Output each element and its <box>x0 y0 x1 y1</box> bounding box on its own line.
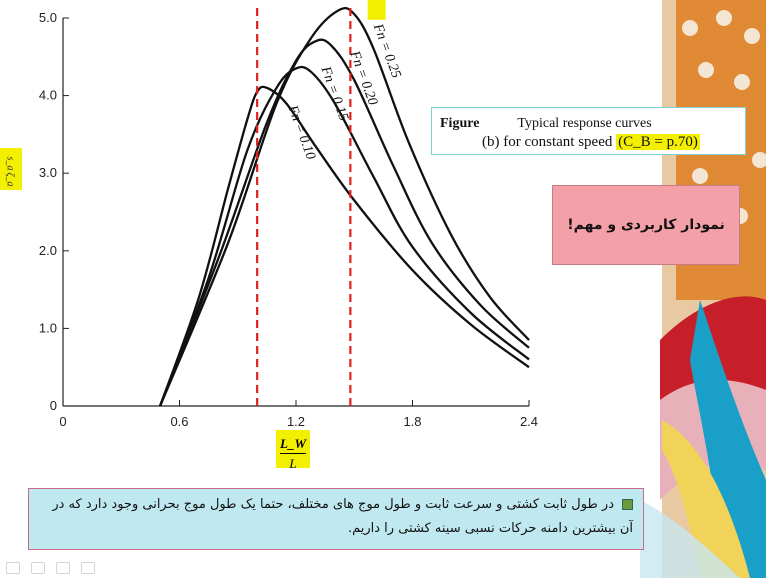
response-curve-fn-4 <box>160 8 529 406</box>
x-tick-label: 0 <box>59 414 67 429</box>
x-tick-label: 2.4 <box>519 414 539 429</box>
explanation-text: در طول ثابت کشتی و سرعت ثابت و طول موج های مختلف، حتما یک طول موج بحرانی وجود دارد که در آن بیشترین دامنه حرکات نسبی سینه کشتی را داریم. <box>52 497 633 536</box>
y-tick-label: 3.0 <box>38 165 57 181</box>
y-tick-label: 1.0 <box>38 320 57 336</box>
important-note-text: نمودار کاربردی و مهم! <box>567 217 725 233</box>
y-axis-label-numerator: s_a <box>4 156 16 171</box>
prev-icon[interactable] <box>6 562 20 574</box>
slide-toolbar <box>0 556 110 578</box>
next-icon[interactable] <box>81 562 95 574</box>
figure-title: Typical response curves <box>517 116 652 131</box>
explanation-caption <box>28 488 644 550</box>
figure-caption-box <box>431 107 746 155</box>
y-axis-label-denominator: ζ_a <box>4 172 16 187</box>
menu-icon[interactable] <box>56 562 70 574</box>
x-tick-label: 1.8 <box>403 414 422 429</box>
y-tick-label: 0 <box>49 398 57 413</box>
pen-icon[interactable] <box>31 562 45 574</box>
y-tick-label: 4.0 <box>38 87 57 103</box>
response-curve-fn-3 <box>160 40 529 406</box>
y-tick-label: 5.0 <box>38 10 57 25</box>
curve-label-fn-10: Fn = 0.10 <box>284 103 318 162</box>
x-tick-label: 1.2 <box>286 414 306 429</box>
figure-cb-highlight: (C_B = p.70) <box>618 134 698 150</box>
curve-label-highlight <box>368 0 386 20</box>
important-note-box <box>552 185 740 265</box>
curve-label-fn-15: Fn = 0.15 <box>317 64 351 123</box>
curve-label-fn-20: Fn = 0.20 <box>346 49 381 108</box>
figure-subtitle: (b) for constant speed <box>482 134 613 150</box>
y-axis-label <box>0 148 22 190</box>
figure-word: Figure <box>440 116 480 131</box>
x-axis-label-numerator: L_W <box>280 436 306 454</box>
x-tick-label: 0.6 <box>170 414 189 429</box>
bullet-icon <box>622 499 633 510</box>
y-tick-label: 2.0 <box>38 242 57 258</box>
x-axis-label <box>276 430 310 471</box>
x-axis-label-denominator: L <box>289 456 297 471</box>
curve-label-fn-25: Fn = 0.25 <box>369 21 404 81</box>
